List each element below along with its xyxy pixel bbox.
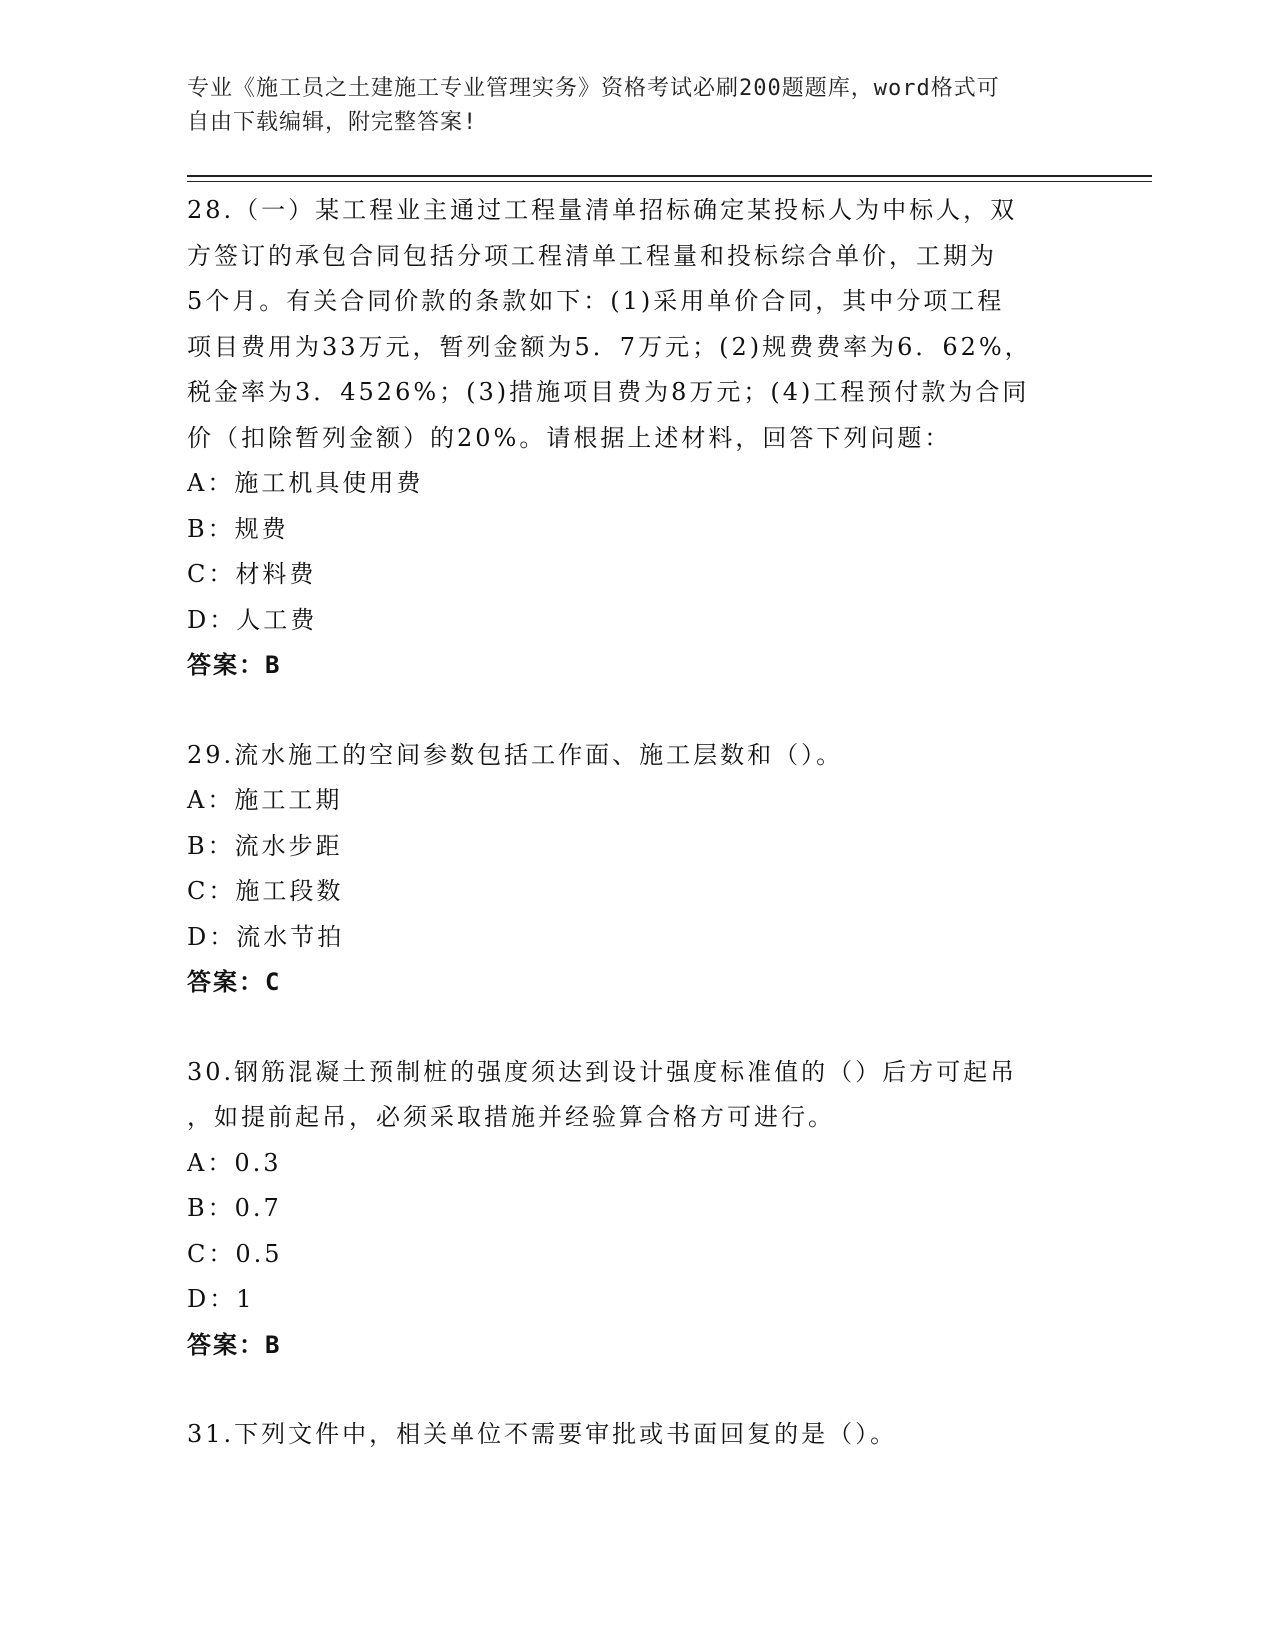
option-a: A：施工工期 — [187, 786, 343, 814]
header-line-1: 专业《施工员之土建施工专业管理实务》资格考试必刷200题题库，word格式可 — [187, 76, 1000, 101]
spacer — [187, 1006, 1087, 1050]
stem-line: 31.下列文件中，相关单位不需要审批或书面回复的是（）。 — [187, 1420, 898, 1448]
stem-line: 30.钢筋混凝土预制桩的强度须达到设计强度标准值的（）后方可起吊 — [187, 1057, 1018, 1086]
question-stem — [187, 1412, 1087, 1458]
stem-line: 价（扣除暂列金额）的20%。请根据上述材料，回答下列问题： — [187, 423, 952, 452]
answer: 答案：C — [187, 968, 282, 996]
stem-line: 方签订的承包合同包括分项工程清单工程量和投标综合单价，工期为 — [187, 241, 997, 270]
stem-line: 5个月。有关合同价款的条款如下：(1)采用单价合同，其中分项工程 — [187, 287, 1005, 315]
option-c: C：材料费 — [187, 560, 317, 588]
stem-line: 税金率为3．4526%；(3)措施项目费为8万元；(4)工程预付款为合同 — [187, 378, 1030, 406]
question-28 — [187, 188, 1087, 689]
option-b: B：流水步距 — [187, 831, 343, 860]
spacer — [187, 689, 1087, 733]
header-divider-thick — [187, 175, 1152, 177]
stem-line: 29.流水施工的空间参数包括工作面、施工层数和（）。 — [187, 740, 844, 769]
option-b: B：规费 — [187, 514, 289, 543]
option-a: A：施工机具使用费 — [187, 469, 424, 497]
header-line-2: 自由下载编辑，附完整答案! — [187, 110, 478, 135]
option-c: C：施工段数 — [187, 877, 344, 905]
question-29 — [187, 733, 1087, 1006]
header-divider-thin — [187, 181, 1152, 182]
option-d: D：流水节拍 — [187, 922, 345, 951]
question-stem — [187, 188, 1087, 461]
question-stem — [187, 733, 1087, 779]
answer: 答案：B — [187, 1330, 282, 1359]
option-b: B：0.7 — [187, 1194, 282, 1222]
question-stem — [187, 1050, 1087, 1141]
stem-line: 28.（一）某工程业主通过工程量清单招标确定某投标人为中标人，双 — [187, 196, 1018, 224]
question-list — [187, 188, 1087, 1458]
question-30 — [187, 1050, 1087, 1369]
option-d: D：人工费 — [187, 605, 318, 634]
option-a: A：0.3 — [187, 1148, 282, 1177]
stem-line: ，如提前起吊，必须采取措施并经验算合格方可进行。 — [187, 1103, 835, 1131]
question-31 — [187, 1412, 1087, 1458]
option-c: C：0.5 — [187, 1239, 283, 1268]
document-header — [187, 72, 1067, 140]
spacer — [187, 1368, 1087, 1412]
option-d: D：1 — [187, 1285, 255, 1313]
answer: 答案：B — [187, 651, 282, 679]
stem-line: 项目费用为33万元，暂列金额为5．7万元；(2)规费费率为6．62%， — [187, 332, 1032, 361]
